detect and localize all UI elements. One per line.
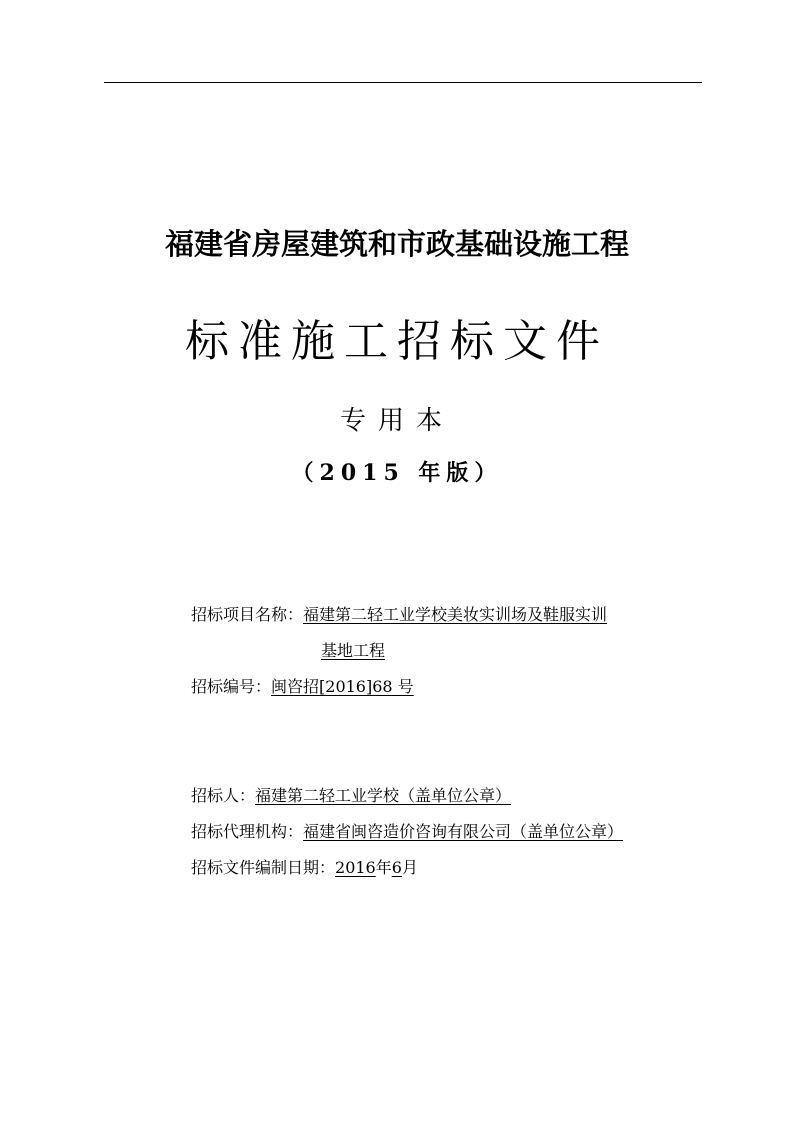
tenderer-row — [191, 785, 511, 807]
date-label: 招标文件编制日期： — [191, 858, 336, 877]
agency-row — [191, 821, 623, 843]
project-name-continuation — [321, 640, 385, 662]
edition-type: 专用本 — [339, 406, 454, 436]
date-month: 6 — [391, 858, 402, 877]
tenderer-value: 福建第二轻工业学校（盖单位公章） — [255, 786, 512, 805]
tender-no-value: 闽咨招[2016]68 号 — [271, 677, 414, 696]
agency-label: 招标代理机构： — [191, 822, 304, 841]
project-name-value-line2: 基地工程 — [321, 641, 386, 660]
agency-value: 福建省闽咨造价咨询有限公司（盖单位公章） — [303, 822, 624, 841]
tender-no-label: 招标编号： — [191, 677, 272, 696]
header-rule — [104, 82, 702, 83]
tender-no-row — [191, 676, 414, 698]
date-month-suffix: 月 — [401, 858, 418, 877]
project-name-value-line1: 福建第二轻工业学校美妆实训场及鞋服实训 — [303, 605, 608, 624]
cover-title-line2: 标准施工招标文件 — [185, 316, 609, 367]
date-year: 2016 — [335, 858, 376, 877]
project-name-label: 招标项目名称： — [191, 605, 304, 624]
project-name-row — [191, 604, 607, 626]
date-year-suffix: 年 — [375, 858, 392, 877]
tenderer-label: 招标人： — [191, 786, 256, 805]
cover-title-line1: 福建省房屋建筑和市政基础设施工程 — [164, 227, 629, 261]
edition-year: （2015 年版） — [291, 460, 503, 486]
date-row — [191, 857, 418, 879]
